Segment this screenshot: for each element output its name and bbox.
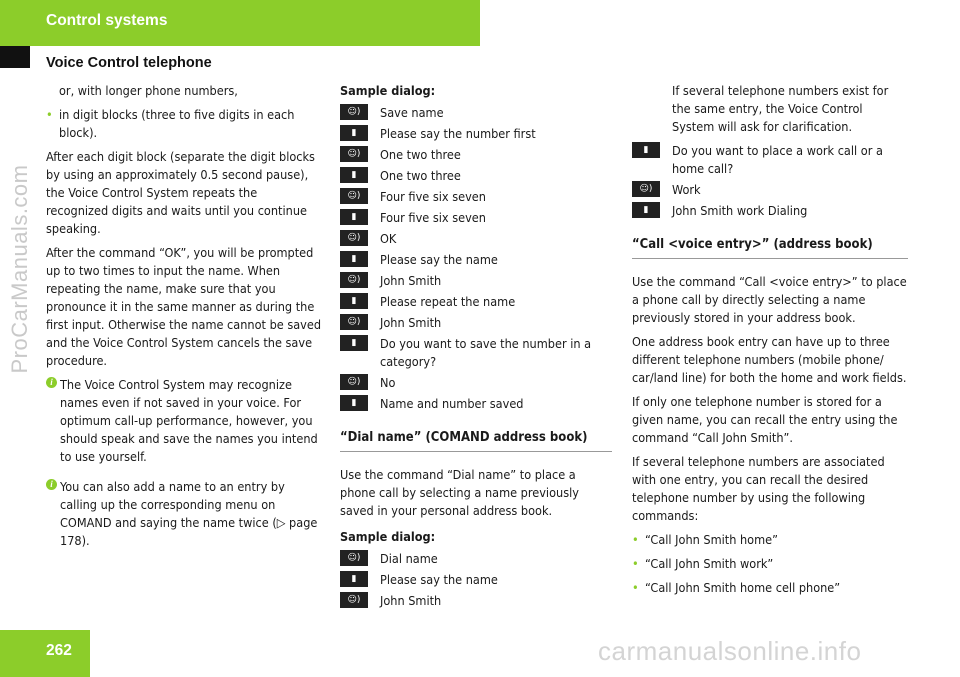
dialog-row [632,142,908,178]
dialog-row [340,395,612,413]
dialog-text: John Smith work Dialing [672,203,808,218]
dialog-text: One two three [380,147,461,162]
speaker-icon: ▮ [340,571,368,587]
dialog-row [340,293,612,311]
speaking-person-icon: ☺) [340,146,368,162]
note-text: The Voice Control System may recognize names even if not saved in your voice. For optimum call-up performance, however, you should speak and save the names you intend to use yourself. [60,377,318,464]
dialog-text: One two three [380,168,461,183]
dialog-row [340,209,612,227]
dialog-row [340,314,612,332]
dialog-text: Dial name [380,551,438,566]
paragraph: One address book entry can have up to three different telephone numbers (mobile phone/ car/land line) for both the home and work fields. [632,334,907,385]
column-left [46,82,322,562]
column-right [632,82,908,603]
info-note [46,478,322,550]
bullet-icon: • [632,580,639,595]
paragraph: If only one telephone number is stored for a given name, you can recall the entry using the command “Call John Smith”. [632,394,898,445]
page-number-box [0,630,90,677]
bullet-icon: • [46,107,53,122]
speaking-person-icon: ☺) [340,314,368,330]
dialog-row [340,592,612,610]
sample-dialog [632,142,908,220]
dialog-text: John Smith [380,315,442,330]
dialog-text: Please say the name [380,572,498,587]
dialog-text: Please repeat the name [380,294,516,309]
paragraph: If several telephone numbers are associated with one entry, you can recall the desired telephone number by using the following commands: [632,454,885,523]
paragraph: After the command “OK”, you will be prompted up to two times to input the name. When repeating the name, make sure that you pronounce it in the same manner as during the first input. Otherwise the name cannot be saved and the Voice Control System cancels the save procedure. [46,245,322,368]
watermark-text: ProCarManuals.com [7,164,32,374]
paragraph: If several telephone numbers exist for the same entry, the Voice Control System will ask for clarification. [672,83,889,134]
speaker-icon: ▮ [340,167,368,183]
bullet-item [632,531,908,549]
speaking-person-icon: ☺) [632,181,660,197]
bullet-text: “Call John Smith home cell phone” [645,580,841,595]
dialog-row [340,550,612,568]
bullet-item [46,106,322,142]
dialog-row [632,181,908,199]
paragraph: Use the command “Dial name” to place a phone call by selecting a name previously saved in your personal address book. [340,467,579,518]
dialog-text: John Smith [380,593,442,608]
dialog-row [340,167,612,185]
text-line: or, with longer phone numbers, [59,83,238,98]
dialog-text: Work [672,182,701,197]
dialog-row [340,146,612,164]
dialog-text: Save name [380,105,444,120]
dialog-row [340,272,612,290]
sample-dialog-label: Sample dialog: [340,529,436,544]
bullet-text: in digit blocks (three to five digits in each block). [59,107,295,140]
dialog-row [632,202,908,220]
dialog-text: Name and number saved [380,396,524,411]
chapter-title: Control systems [46,12,168,29]
paragraph: Use the command “Call <voice entry>” to place a phone call by directly selecting a name previously stored in your address book. [632,274,907,325]
section-title: Voice Control telephone [46,55,212,71]
speaker-icon: ▮ [340,335,368,351]
note-text: You can also add a name to an entry by calling up the corresponding menu on COMAND and saying the name twice (▷ page 178). [60,479,318,548]
dialog-row [340,230,612,248]
bullet-icon: • [632,532,639,547]
section-heading: “Call <voice entry>” (address book) [632,236,908,259]
info-icon: i [46,377,57,388]
dialog-row [340,374,612,392]
dialog-text: No [380,375,396,390]
bullet-text: “Call John Smith work” [645,556,774,571]
speaker-icon: ▮ [340,209,368,225]
dialog-text: Please say the name [380,252,498,267]
dialog-row [340,571,612,589]
dialog-text: Please say the number first [380,126,536,141]
speaking-person-icon: ☺) [340,374,368,390]
page-number: 262 [46,642,72,659]
sample-dialog [340,550,612,610]
column-middle [340,82,612,613]
speaking-person-icon: ☺) [340,272,368,288]
dialog-text: OK [380,231,397,246]
dialog-text: Do you want to save the number in a category? [380,336,592,369]
speaking-person-icon: ☺) [340,104,368,120]
speaker-icon: ▮ [340,395,368,411]
speaking-person-icon: ☺) [340,188,368,204]
speaker-icon: ▮ [340,293,368,309]
dialog-row [340,251,612,269]
paragraph: After each digit block (separate the digit blocks by using an approximately 0.5 second pause), the Voice Control System repeats the recognized digits and waits until you continue speaking. [46,149,315,236]
footer-logo: carmanualsonline.info [598,636,862,666]
dialog-row [340,125,612,143]
dialog-text: Do you want to place a work call or a home call? [672,143,883,176]
info-icon: i [46,479,57,490]
speaker-icon: ▮ [632,142,660,158]
watermark [0,90,40,460]
speaking-person-icon: ☺) [340,592,368,608]
sample-dialog-label: Sample dialog: [340,83,436,98]
dialog-row [340,104,612,122]
section-marker [0,46,30,68]
section-heading: “Dial name” (COMAND address book) [340,429,612,452]
dialog-text: John Smith [380,273,442,288]
dialog-row [340,188,612,206]
sample-dialog [340,104,612,413]
speaker-icon: ▮ [632,202,660,218]
speaking-person-icon: ☺) [340,230,368,246]
speaker-icon: ▮ [340,125,368,141]
dialog-row [340,335,612,371]
dialog-text: Four five six seven [380,210,486,225]
bullet-icon: • [632,556,639,571]
speaker-icon: ▮ [340,251,368,267]
bullet-text: “Call John Smith home” [645,532,778,547]
bullet-item [632,579,908,597]
speaking-person-icon: ☺) [340,550,368,566]
dialog-text: Four five six seven [380,189,486,204]
bullet-item [632,555,908,573]
info-note [46,376,322,466]
